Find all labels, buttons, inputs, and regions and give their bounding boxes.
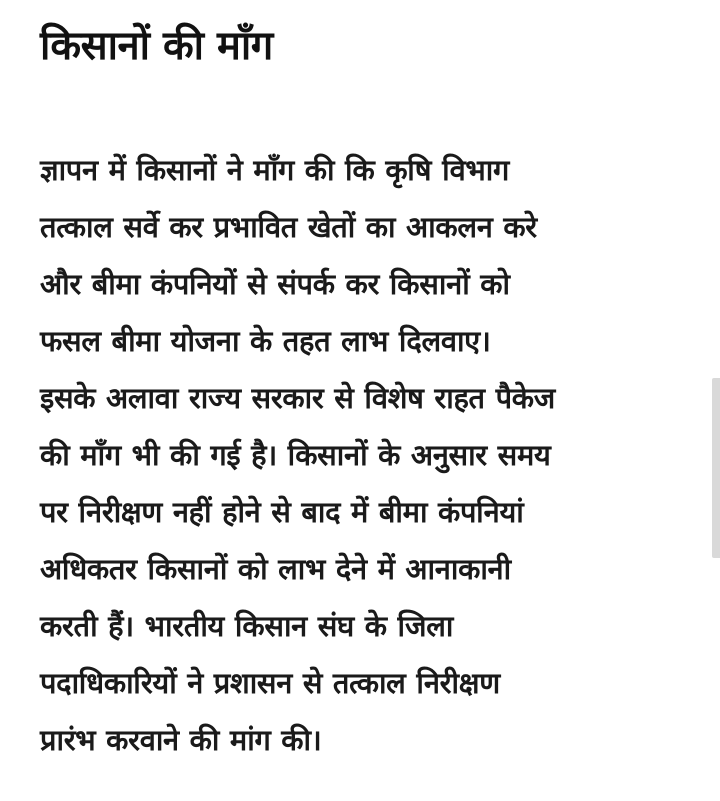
article-paragraph xyxy=(40,142,690,769)
paragraph-line: ज्ञापन में किसानों ने माँग की कि कृषि विभाग xyxy=(40,153,510,187)
paragraph-line: करती हैं। भारतीय किसान संघ के जिला xyxy=(40,609,454,643)
paragraph-line: पदाधिकारियों ने प्रशासन से तत्काल निरीक्षण xyxy=(40,666,500,700)
paragraph-line: अधिकतर किसानों को लाभ देने में आनाकानी xyxy=(40,552,511,586)
article-heading: किसानों की माँग xyxy=(40,22,273,69)
paragraph-line: और बीमा कंपनियों से संपर्क कर किसानों को xyxy=(40,267,510,301)
paragraph-line: तत्काल सर्वे कर प्रभावित खेतों का आकलन करे xyxy=(40,210,537,244)
paragraph-line: की माँग भी की गई है। किसानों के अनुसार समय xyxy=(40,438,551,472)
paragraph-line: इसके अलावा राज्य सरकार से विशेष राहत पैकेज xyxy=(40,381,555,415)
paragraph-line: फसल बीमा योजना के तहत लाभ दिलवाए। xyxy=(40,324,491,358)
scrollbar-thumb[interactable] xyxy=(712,378,720,558)
paragraph-line: पर निरीक्षण नहीं होने से बाद में बीमा कंपनियां xyxy=(40,495,524,529)
article xyxy=(40,14,690,769)
paragraph-line: प्रारंभ करवाने की मांग की। xyxy=(40,723,322,757)
